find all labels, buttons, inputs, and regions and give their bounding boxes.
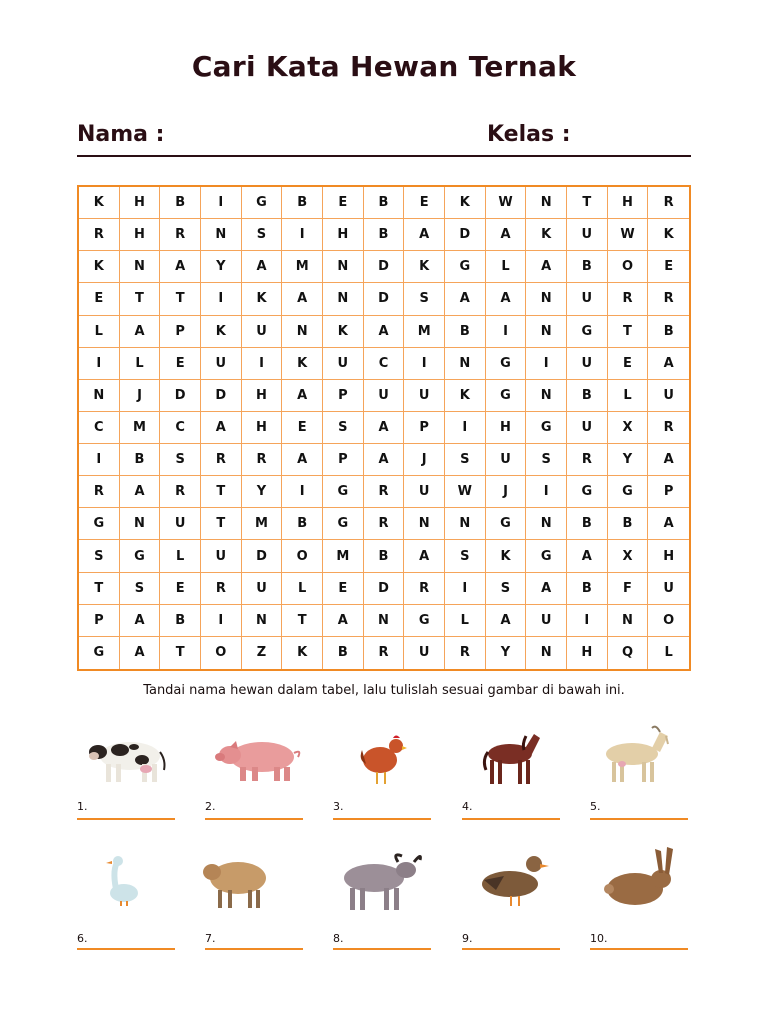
grid-cell[interactable]: N [323,283,364,315]
goat-icon [598,724,674,786]
grid-cell[interactable]: N [323,251,364,283]
grid-cell[interactable]: N [120,251,161,283]
grid-cell[interactable]: N [526,283,567,315]
grid-cell[interactable]: U [567,219,608,251]
grid-cell[interactable]: A [364,412,405,444]
answer-line[interactable] [462,948,560,950]
grid-cell[interactable]: U [404,637,445,669]
sheep-icon [200,852,270,912]
grid-cell[interactable]: H [120,219,161,251]
grid-cell[interactable]: L [282,573,323,605]
grid-cell[interactable]: R [364,637,405,669]
grid-cell[interactable]: P [323,444,364,476]
grid-cell[interactable]: A [404,219,445,251]
grid-cell[interactable]: E [323,187,364,219]
grid-cell[interactable]: A [120,476,161,508]
answer-number: 9. [462,932,473,945]
grid-cell[interactable]: R [648,187,689,219]
grid-cell[interactable]: N [526,316,567,348]
grid-cell[interactable]: G [567,476,608,508]
grid-cell[interactable]: C [79,412,120,444]
grid-cell[interactable]: G [323,476,364,508]
grid-cell[interactable]: N [404,508,445,540]
grid-cell[interactable]: M [120,412,161,444]
grid-cell[interactable]: K [445,380,486,412]
grid-cell[interactable]: B [648,316,689,348]
grid-cell[interactable]: R [201,444,242,476]
grid-cell[interactable]: K [79,187,120,219]
grid-cell[interactable]: U [648,380,689,412]
grid-cell[interactable]: U [567,348,608,380]
grid-cell[interactable]: A [648,348,689,380]
grid-cell[interactable]: W [445,476,486,508]
grid-cell[interactable]: G [567,316,608,348]
grid-cell[interactable]: L [664,645,673,661]
grid-cell[interactable]: H [608,187,649,219]
word-search-grid [77,185,691,671]
grid-cell[interactable]: K [404,251,445,283]
grid-cell[interactable]: A [323,605,364,637]
grid-cell[interactable]: L [445,605,486,637]
grid-cell[interactable]: B [160,605,201,637]
grid-cell[interactable]: K [282,637,323,669]
worksheet-title: Cari Kata Hewan Ternak [191,50,577,83]
grid-cell[interactable]: A [120,316,161,348]
grid-cell[interactable]: M [282,251,323,283]
grid-cell[interactable]: N [445,508,486,540]
grid-cell[interactable]: S [486,573,527,605]
grid-cell[interactable]: A [282,283,323,315]
grid-cell[interactable]: C [160,412,201,444]
grid-cell[interactable]: S [323,412,364,444]
grid-cell[interactable]: A [486,283,527,315]
grid-cell[interactable]: H [242,412,283,444]
grid-cell[interactable]: I [242,348,283,380]
grid-cell[interactable]: U [364,380,405,412]
grid-cell[interactable]: Y [201,251,242,283]
answer-line[interactable] [77,948,175,950]
grid-cell[interactable]: S [526,444,567,476]
grid-cell[interactable]: U [201,348,242,380]
grid-cell[interactable]: E [608,348,649,380]
grid-cell[interactable]: A [201,412,242,444]
grid-cell[interactable]: K [79,251,120,283]
grid-cell[interactable]: E [160,348,201,380]
grid-cell[interactable]: B [567,380,608,412]
grid-cell[interactable]: P [323,380,364,412]
grid-cell[interactable]: R [201,573,242,605]
grid-cell[interactable]: T [160,637,201,669]
grid-cell[interactable]: Y [608,444,649,476]
grid-cell[interactable]: F [608,573,649,605]
grid-cell[interactable]: R [364,476,405,508]
grid-cell[interactable]: R [79,476,120,508]
grid-cell[interactable]: G [486,348,527,380]
grid-cell[interactable]: N [242,605,283,637]
duck-icon [476,850,550,910]
answer-number: 10. [590,932,608,945]
answer-number: 4. [462,800,473,813]
grid-cell[interactable]: S [445,540,486,572]
grid-cell[interactable]: T [120,283,161,315]
grid-cell[interactable]: Y [486,637,527,669]
grid-cell[interactable]: W [486,187,527,219]
grid-cell[interactable]: S [120,573,161,605]
grid-cell[interactable]: G [486,380,527,412]
grid-cell[interactable]: I [445,573,486,605]
grid-cell[interactable]: U [486,444,527,476]
grid-cell[interactable]: R [445,637,486,669]
answer-number: 5. [590,800,601,813]
grid-cell[interactable]: Z [242,637,283,669]
grid-cell[interactable]: U [567,412,608,444]
grid-cell[interactable]: A [648,508,689,540]
grid-cell[interactable]: K [201,316,242,348]
grid-cell[interactable]: G [323,508,364,540]
grid-cell[interactable]: J [404,444,445,476]
answer-line[interactable] [590,948,688,950]
grid-cell[interactable]: R [160,476,201,508]
pig-icon [214,735,304,785]
grid-cell[interactable]: B [567,251,608,283]
answer-line[interactable] [205,818,303,820]
grid-cell[interactable]: D [201,380,242,412]
grid-cell[interactable]: B [160,187,201,219]
grid-cell[interactable]: G [404,605,445,637]
grid-cell[interactable]: D [364,251,405,283]
grid-cell[interactable]: B [364,187,405,219]
grid-cell[interactable]: U [160,508,201,540]
instruction-text: Tandai nama hewan dalam tabel, lalu tulislah sesuai gambar di bawah ini. [143,683,625,698]
grid-cell[interactable]: E [323,573,364,605]
grid-cell[interactable]: M [323,540,364,572]
grid-cell[interactable]: A [120,637,161,669]
grid-cell[interactable]: X [608,540,649,572]
grid-cell[interactable]: B [567,508,608,540]
grid-cell[interactable]: G [242,187,283,219]
grid-cell[interactable]: U [404,476,445,508]
grid-cell[interactable]: S [79,540,120,572]
grid-cell[interactable]: D [364,573,405,605]
grid-cell[interactable]: I [201,187,242,219]
grid-cell[interactable]: L [608,380,649,412]
grid-cell[interactable]: A [526,251,567,283]
answer-number: 1. [77,800,88,813]
grid-cell[interactable]: L [160,540,201,572]
horse-icon [480,730,542,788]
grid-cell[interactable]: R [608,283,649,315]
answer-line[interactable] [205,948,303,950]
grid-cell[interactable]: P [404,412,445,444]
grid-cell[interactable]: K [323,316,364,348]
grid-cell[interactable]: H [120,187,161,219]
grid-cell[interactable]: K [526,219,567,251]
grid-cell[interactable]: U [648,573,689,605]
grid-cell[interactable]: M [242,508,283,540]
grid-cell[interactable]: H [486,412,527,444]
answer-line[interactable] [77,818,175,820]
grid-cell[interactable]: I [404,348,445,380]
grid-cell[interactable]: G [526,540,567,572]
grid-cell[interactable]: R [242,444,283,476]
answer-number: 7. [205,932,216,945]
grid-cell[interactable]: T [282,605,323,637]
grid-cell[interactable]: E [160,573,201,605]
grid-cell[interactable]: I [526,476,567,508]
grid-cell[interactable]: U [323,348,364,380]
grid-cell[interactable]: A [567,540,608,572]
grid-cell[interactable]: U [242,316,283,348]
grid-cell[interactable]: D [364,283,405,315]
grid-cell[interactable]: G [445,251,486,283]
grid-cell[interactable]: S [404,283,445,315]
grid-cell[interactable]: B [282,187,323,219]
grid-cell[interactable]: A [364,444,405,476]
grid-cell[interactable]: T [567,187,608,219]
grid-cell[interactable]: O [282,540,323,572]
grid-cell[interactable]: O [648,605,689,637]
grid-cell[interactable]: B [323,637,364,669]
cow-icon [86,732,168,786]
grid-cell[interactable]: U [242,573,283,605]
grid-cell[interactable]: K [282,348,323,380]
grid-cell[interactable]: G [120,540,161,572]
header-line-connector [467,155,583,157]
grid-cell[interactable]: B [364,219,405,251]
grid-cell[interactable]: G [526,412,567,444]
grid-cell[interactable]: D [160,380,201,412]
grid-cell[interactable]: U [404,380,445,412]
grid-cell[interactable]: N [364,605,405,637]
grid-cell[interactable]: N [201,219,242,251]
class-line[interactable] [583,155,691,157]
grid-cell[interactable]: I [486,316,527,348]
grid-cell[interactable]: D [445,219,486,251]
grid-cell[interactable]: I [282,219,323,251]
name-label: Nama : [77,122,165,147]
grid-cell[interactable]: I [567,605,608,637]
grid-cell[interactable]: E [282,412,323,444]
grid-cell[interactable]: I [282,476,323,508]
grid-cell[interactable]: A [364,316,405,348]
rabbit-icon [603,845,677,909]
grid-cell[interactable]: H [648,540,689,572]
grid-cell[interactable]: T [201,508,242,540]
grid-cell[interactable]: H [242,380,283,412]
answer-number: 3. [333,800,344,813]
grid-cell[interactable]: S [160,444,201,476]
chicken-icon [356,732,408,788]
goose-icon [106,855,142,907]
grid-cell[interactable]: U [567,283,608,315]
grid-cell[interactable]: A [445,283,486,315]
grid-cell[interactable]: O [201,637,242,669]
grid-cell[interactable]: N [120,508,161,540]
answer-number: 2. [205,800,216,813]
grid-cell[interactable]: R [79,219,120,251]
answer-line[interactable] [462,818,560,820]
grid-cell[interactable]: T [160,283,201,315]
grid-cell[interactable]: N [445,348,486,380]
grid-cell[interactable]: R [648,283,689,315]
grid-cell[interactable]: O [608,251,649,283]
grid-cell[interactable]: B [445,316,486,348]
grid-cell[interactable]: K [486,540,527,572]
grid-cell[interactable]: A [282,444,323,476]
buffalo-icon [336,852,424,914]
grid-cell[interactable]: G [608,476,649,508]
answer-line[interactable] [333,948,431,950]
grid-cell[interactable]: T [608,316,649,348]
grid-cell[interactable]: Y [242,476,283,508]
grid-cell[interactable]: I [201,605,242,637]
grid-cell[interactable]: S [445,444,486,476]
grid-cell[interactable]: A [242,251,283,283]
grid-cell[interactable]: H [323,219,364,251]
grid-cell[interactable]: N [526,187,567,219]
grid-cell[interactable]: B [282,508,323,540]
grid-cell[interactable]: C [364,348,405,380]
grid-cell[interactable]: A [160,251,201,283]
grid-cell[interactable]: P [160,316,201,348]
grid-cell[interactable]: N [608,605,649,637]
grid-cell[interactable]: W [608,219,649,251]
grid-cell[interactable]: E [648,251,689,283]
grid-cell[interactable]: R [364,508,405,540]
grid-cell[interactable]: L [79,316,120,348]
grid-cell[interactable]: P [648,476,689,508]
class-label: Kelas : [487,122,571,147]
grid-cell[interactable]: B [567,573,608,605]
grid-cell[interactable]: B [608,508,649,540]
grid-cell[interactable]: G [79,637,120,669]
grid-cell[interactable]: T [79,573,120,605]
grid-cell[interactable]: Q [608,637,649,669]
grid-cell[interactable]: A [404,540,445,572]
grid-cell[interactable]: R [160,219,201,251]
grid-cell[interactable]: J [120,380,161,412]
grid-cell[interactable]: B [364,540,405,572]
grid-cell[interactable]: G [486,508,527,540]
answer-number: 6. [77,932,88,945]
grid-cell[interactable]: I [79,444,120,476]
grid-cell[interactable]: U [201,540,242,572]
grid-cell[interactable]: K [242,283,283,315]
grid-cell[interactable]: I [201,283,242,315]
grid-cell[interactable]: A [526,573,567,605]
grid-cell[interactable]: A [282,380,323,412]
name-line[interactable] [77,155,467,157]
answer-number: 8. [333,932,344,945]
grid-cell[interactable]: K [648,219,689,251]
grid-cell[interactable]: D [242,540,283,572]
grid-cell[interactable]: E [404,187,445,219]
grid-cell[interactable]: K [445,187,486,219]
grid-cell[interactable]: H [567,637,608,669]
grid-cell[interactable]: X [608,412,649,444]
grid-cell[interactable]: A [486,219,527,251]
answer-line[interactable] [333,818,431,820]
grid-cell[interactable]: U [526,605,567,637]
grid-cell[interactable]: L [486,251,527,283]
grid-cell[interactable]: P [79,605,120,637]
grid-cell[interactable]: N [79,380,120,412]
grid-cell[interactable]: I [445,412,486,444]
grid-cell[interactable]: R [567,444,608,476]
grid-cell[interactable]: B [120,444,161,476]
answer-line[interactable] [590,818,688,820]
grid-cell[interactable]: A [120,605,161,637]
grid-cell[interactable]: I [79,348,120,380]
grid-cell[interactable]: T [201,476,242,508]
grid-cell[interactable]: A [486,605,527,637]
grid-cell[interactable]: L [120,348,161,380]
grid-cell[interactable]: N [526,508,567,540]
grid-cell[interactable]: I [526,348,567,380]
grid-cell[interactable]: A [648,444,689,476]
grid-cell[interactable]: N [526,637,567,669]
grid-cell[interactable]: R [404,573,445,605]
grid-cell[interactable]: R [648,412,689,444]
grid-cell[interactable]: J [486,476,527,508]
grid-cell[interactable]: E [79,283,120,315]
grid-cell[interactable]: M [404,316,445,348]
grid-cell[interactable]: N [282,316,323,348]
grid-cell[interactable]: N [526,380,567,412]
grid-cell[interactable]: G [79,508,120,540]
grid-cell[interactable]: S [242,219,283,251]
